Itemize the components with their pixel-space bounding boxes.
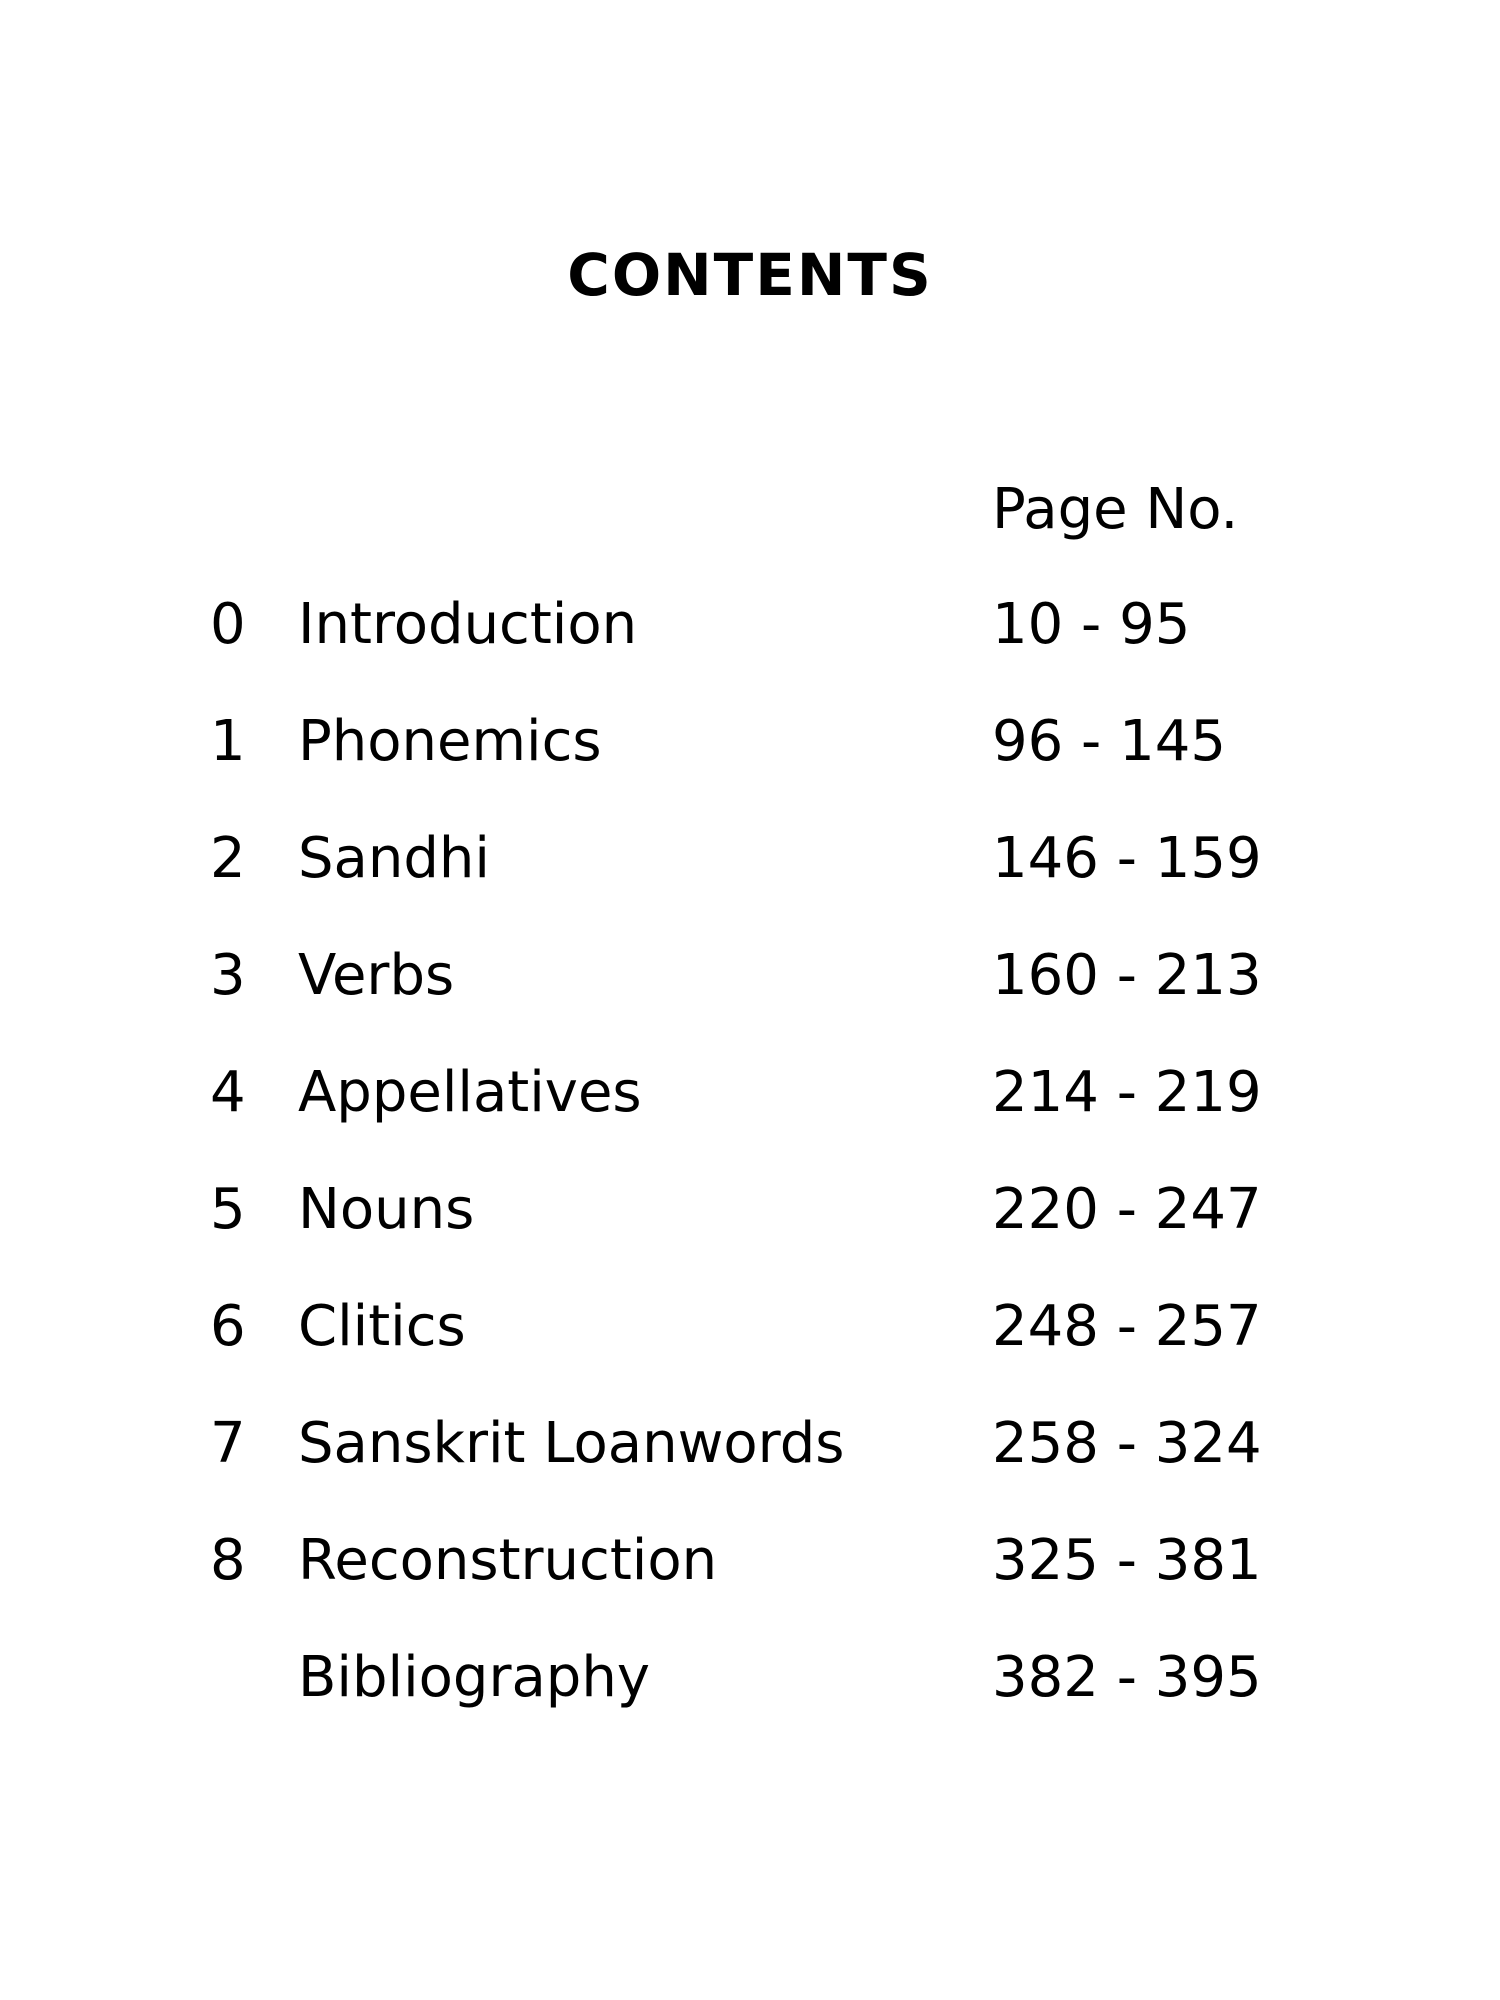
chapter-title: Reconstruction <box>298 1528 718 1593</box>
toc-entry-sandhi <box>0 819 1500 936</box>
chapter-title: Clitics <box>298 1294 466 1359</box>
chapter-page-range: 220 - 247 <box>992 1177 1262 1242</box>
chapter-page-range: 146 - 159 <box>992 826 1262 891</box>
toc-entry-sanskrit-loanwords <box>0 1404 1500 1521</box>
chapter-title: Nouns <box>298 1177 475 1242</box>
chapter-page-range: 248 - 257 <box>992 1294 1262 1359</box>
toc-entry-introduction <box>0 585 1500 702</box>
chapter-page-range: 214 - 219 <box>992 1060 1262 1125</box>
chapter-title: Introduction <box>298 592 638 657</box>
chapter-number: 7 <box>210 1411 246 1476</box>
chapter-number: 4 <box>210 1060 246 1125</box>
chapter-page-range: 96 - 145 <box>992 709 1226 774</box>
toc-entry-bibliography <box>0 1638 1500 1755</box>
chapter-page-range: 382 - 395 <box>992 1645 1262 1710</box>
chapter-number: 1 <box>210 709 246 774</box>
chapter-page-range: 258 - 324 <box>992 1411 1262 1476</box>
chapter-title: Sanskrit Loanwords <box>298 1411 845 1476</box>
chapter-title: Sandhi <box>298 826 490 891</box>
table-of-contents <box>0 585 1500 1755</box>
toc-entry-phonemics <box>0 702 1500 819</box>
chapter-title: Bibliography <box>298 1645 650 1710</box>
chapter-title: Phonemics <box>298 709 602 774</box>
toc-entry-verbs <box>0 936 1500 1053</box>
chapter-title: Appellatives <box>298 1060 642 1125</box>
chapter-number: 3 <box>210 943 246 1008</box>
chapter-page-range: 160 - 213 <box>992 943 1262 1008</box>
toc-entry-nouns <box>0 1170 1500 1287</box>
chapter-number: 5 <box>210 1177 246 1242</box>
chapter-page-range: 10 - 95 <box>992 592 1191 657</box>
toc-entry-clitics <box>0 1287 1500 1404</box>
chapter-number: 6 <box>210 1294 246 1359</box>
chapter-number: 2 <box>210 826 246 891</box>
toc-entry-appellatives <box>0 1053 1500 1170</box>
chapter-number: 0 <box>210 592 246 657</box>
page-title: CONTENTS <box>567 241 933 309</box>
toc-entry-reconstruction <box>0 1521 1500 1638</box>
chapter-number: 8 <box>210 1528 246 1593</box>
chapter-page-range: 325 - 381 <box>992 1528 1262 1593</box>
page-number-column-header: Page No. <box>992 477 1239 542</box>
chapter-title: Verbs <box>298 943 455 1008</box>
